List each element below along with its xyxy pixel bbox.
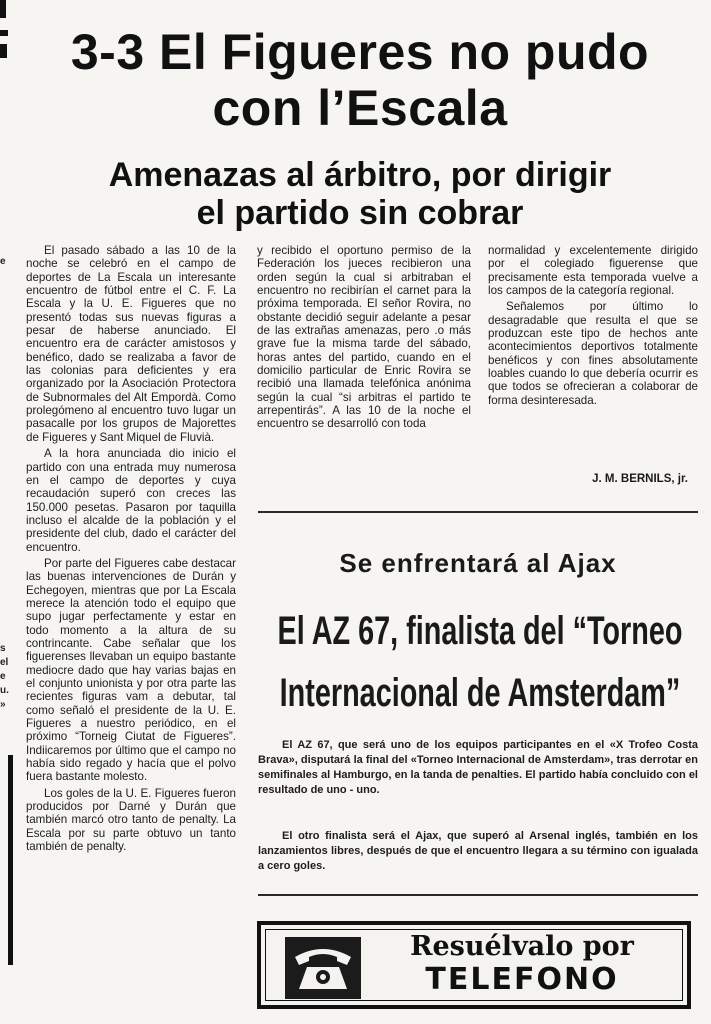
edge-mark xyxy=(0,30,8,36)
paragraph: El AZ 67, que será uno de los equipos participantes en el «X Trofeo Costa Brava», disputará la final del «Torneo Internacional de Amsterdam», tras derrotar en semifinales al Hamburgo, en la tanda de penalties. El partido había concluido con el resultado de uno - uno. xyxy=(258,739,698,796)
telephone-advertisement xyxy=(257,921,691,1009)
paragraph: Los goles de la U. E. Figueres fueron producidos por Darné y Durán que también marcó otro tanto de penalty. La Escala por su parte obtuvo un tanto también de penalty. xyxy=(26,786,236,854)
article2-paragraph-2 xyxy=(258,829,698,874)
article2-headline xyxy=(277,600,683,724)
edge-text: s xyxy=(0,643,6,654)
article-column-3 xyxy=(488,244,698,410)
paragraph: El otro finalista será el Ajax, que superó al Arsenal inglés, también en los lanzamientos libres, después de que el encuentro llegara a su término con igualada a cero goles. xyxy=(258,830,698,872)
ad-line-2: TELEFONO xyxy=(425,962,619,997)
telephone-icon xyxy=(285,937,361,999)
article-column-2 xyxy=(257,244,471,434)
article2-paragraph-1 xyxy=(258,738,698,798)
article2-headline-line-2: Internacional de Amsterdam” xyxy=(279,671,681,715)
edge-text: e xyxy=(0,256,6,267)
headline-line-1: 3-3 El Figueres no pudo xyxy=(70,24,650,80)
byline: J. M. BERNILS, jr. xyxy=(592,473,688,485)
edge-text: » xyxy=(0,699,6,710)
edge-text: e xyxy=(0,671,6,682)
article-column-1 xyxy=(26,244,236,856)
edge-mark xyxy=(0,0,6,18)
headline-line-2: con l’Escala xyxy=(212,80,508,136)
ad-line-1: Resuélvalo por xyxy=(410,931,634,962)
article2-kicker: Se enfrentará al Ajax xyxy=(339,548,617,578)
edge-text: el xyxy=(0,657,9,668)
edge-mark xyxy=(0,44,7,58)
article-subheadline xyxy=(20,156,700,232)
subhead-line-1: Amenazas al árbitro, por dirigir xyxy=(108,156,612,194)
article2-headline-line-1: El AZ 67, finalista del “Torneo xyxy=(277,609,683,653)
divider-rule xyxy=(258,894,698,896)
ad-text xyxy=(367,931,677,997)
paragraph: normalidad y excelentemente dirigido por el colegiado figuerense que precisamente esta temporada vuelve a los campos de la categoría regional. xyxy=(488,244,698,298)
divider-rule xyxy=(258,511,698,513)
edge-text: u. xyxy=(0,685,9,696)
paragraph: y recibido el oportuno permiso de la Federación los jueces recibieron una orden según la cual si arbitraban el encuentro no recibirían el carnet para la próxima temporada. El señor Rovira, no obstante decidió seguir adelante a pesar de las extrañas amenazas, pero .o más grave fue la misma tarde del sábado, horas antes del partido, cuando en el domicilio particular de Enric Rovira se recibió una llamada telefónica anónima según la cual “si arbitras el partido te arrepentirás”. A las 10 de la noche el encuentro se desarrolló con toda xyxy=(257,244,471,431)
paragraph: Señalemos por último lo desagradable que resulta el que se produzcan este tipo de hechos ante acontecimientos deportivos totalmente benéficos y con fines absolutamente loables cuando lo que debería ocurrir es que todos se ofrecieran a colaborar de forma desinteresada. xyxy=(488,300,698,407)
paragraph: Por parte del Figueres cabe destacar las buenas intervenciones de Durán y Echegoyen, mientras que por La Escala merece la atención todo el equipo que supo jugar perfectamente y estar en todo momento a la altura de su contrincante. Cabe señalar que los figuerenses llevaban un equipo bastante mediocre dado que hay varias bajas en el conjunto unionista y por otra parte las recientes figuras vam a debutar, tal como señaló el presidente de la U. E. Figueres a nuestro periódico, en el próximo “Torneig Ciutat de Figueres”. Indiicaremos por último que el campo no había sido regado y hacía que el polvo fuera bastante molesto. xyxy=(26,556,236,784)
article-headline xyxy=(20,24,700,136)
adjacent-frame xyxy=(0,755,13,965)
paragraph: A la hora anunciada dio inicio el partido con una entrada muy numerosa en el campo de deportes y cuya recaudación superó con creces las 150.000 pesetas. Pasaron por taquilla incluso el alcalde de la población y el presidente del club, dado el carácter del encuentro. xyxy=(26,447,236,554)
paragraph: El pasado sábado a las 10 de la noche se celebró en el campo de deportes de La Escala un interesante encuentro de fútbol entre el C. F. La Escala y la U. E. Figueres que no presentó todas sus nuevas figuras a pesar de haberse anunciado. El encuentro era de carácter amistosos y benéfico, dado se realizaba a favor de las colonias para deficientes y era organizado por la Asociación Protectora de Subnormales del Alt Empordà. Como prolegómeno al encuentro tuvo lugar un pasacalle por los grupos de Majorettes de Figueres y Sant Miquel de Fluvià. xyxy=(26,244,236,444)
subhead-line-2: el partido sin cobrar xyxy=(196,194,524,232)
